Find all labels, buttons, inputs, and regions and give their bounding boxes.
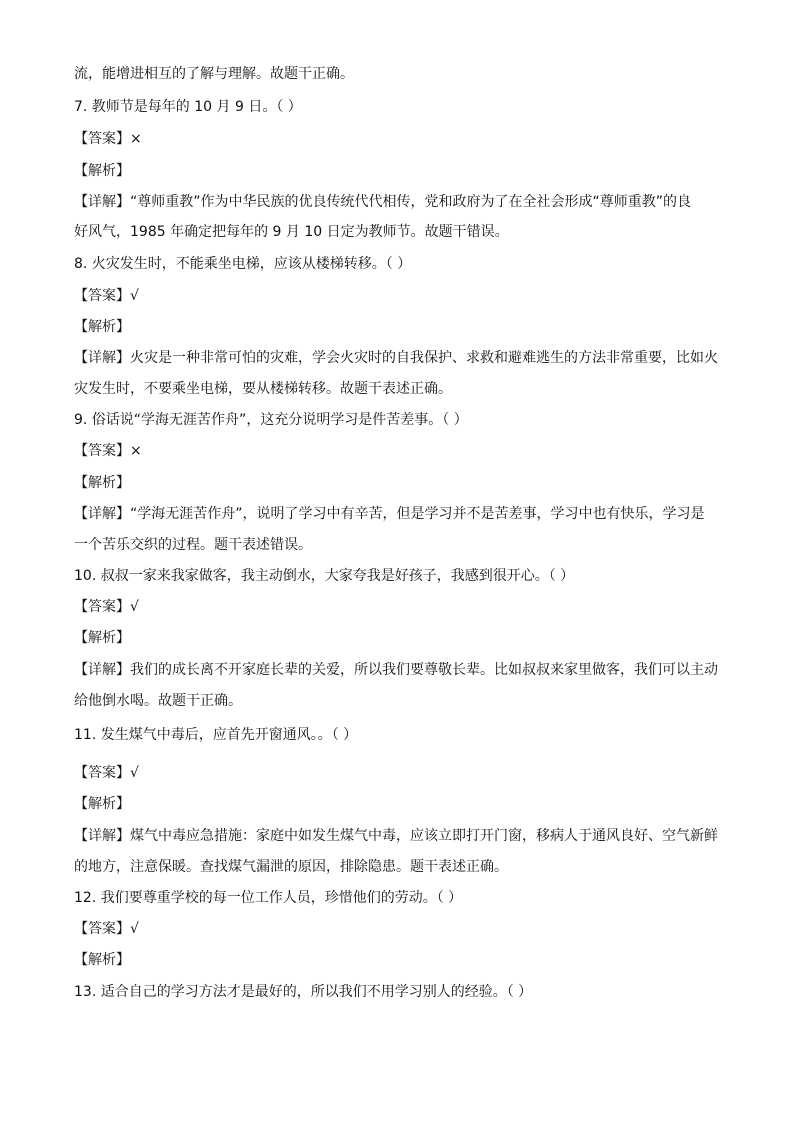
answer-value: √ bbox=[130, 288, 139, 304]
detail-line: 【详解】我们的成长离不开家庭长辈的关爱，所以我们要尊敬长辈。比如叔叔来家里做客，我们可以主动 bbox=[74, 662, 718, 678]
answer-line bbox=[74, 129, 724, 149]
answer-label: 【答案】 bbox=[74, 765, 130, 781]
detail-label: 【详解】 bbox=[74, 350, 130, 366]
detail-line: 【详解】“学海无涯苦作舟”，说明了学习中有辛苦，但是学习并不是苦差事，学习中也有快乐，学习是 bbox=[74, 506, 705, 522]
question-9: 9. 俗话说“学海无涯苦作舟”，这充分说明学习是件苦差事。（ ） bbox=[74, 412, 468, 428]
answer-value: × bbox=[130, 443, 142, 459]
question-7: 7. 教师节是每年的 10 月 9 日。（ ） bbox=[74, 99, 302, 115]
answer-label: 【答案】 bbox=[74, 288, 130, 304]
answer-value: √ bbox=[130, 765, 139, 781]
detail-line: 【详解】“尊师重教”作为中华民族的优良传统代代相传，党和政府为了在全社会形成“尊师重教”的良 bbox=[74, 194, 692, 210]
analysis-line bbox=[74, 317, 724, 337]
answer-line bbox=[74, 763, 724, 783]
detail-label: 【详解】 bbox=[74, 194, 130, 210]
analysis-line bbox=[74, 794, 724, 814]
question-11: 11. 发生煤气中毒后，应首先开窗通风。。（ ） bbox=[74, 727, 358, 743]
analysis-label: 【解析】 bbox=[74, 796, 130, 812]
text-line: 一个苦乐交织的过程。题干表述错误。 bbox=[74, 537, 312, 553]
question-13: 13. 适合自己的学习方法才是最好的，所以我们不用学习别人的经验。（ ） bbox=[74, 984, 533, 1000]
question-12: 12. 我们要尊重学校的每一位工作人员，珍惜他们的劳动。（ ） bbox=[74, 890, 463, 906]
answer-line bbox=[74, 597, 724, 617]
answer-line bbox=[74, 441, 724, 461]
analysis-line bbox=[74, 628, 724, 648]
question-10: 10. 叔叔一家来我家做客，我主动倒水，大家夸我是好孩子，我感到很开心。（ ） bbox=[74, 568, 575, 584]
answer-value: × bbox=[130, 131, 142, 147]
detail-line: 【详解】火灾是一种非常可怕的灾难，学会火灾时的自我保护、求救和避难逃生的方法非常重要，比如火 bbox=[74, 350, 718, 366]
text-line: 好风气，1985 年确定把每年的 9 月 10 日定为教师节。故题干错误。 bbox=[74, 224, 509, 240]
text-line: 的地方，注意保暖。查找煤气漏泄的原因，排除隐患。题干表述正确。 bbox=[74, 859, 508, 875]
question-8: 8. 火灾发生时，不能乘坐电梯，应该从楼梯转移。（ ） bbox=[74, 256, 412, 272]
analysis-line bbox=[74, 473, 724, 493]
detail-label: 【详解】 bbox=[74, 506, 130, 522]
analysis-label: 【解析】 bbox=[74, 319, 130, 335]
analysis-label: 【解析】 bbox=[74, 630, 130, 646]
answer-value: √ bbox=[130, 921, 139, 937]
analysis-label: 【解析】 bbox=[74, 475, 130, 491]
detail-line: 【详解】煤气中毒应急措施：家庭中如发生煤气中毒，应该立即打开门窗，移病人于通风良好、空气新鲜 bbox=[74, 828, 718, 844]
analysis-label: 【解析】 bbox=[74, 163, 130, 179]
answer-label: 【答案】 bbox=[74, 599, 130, 615]
answer-label: 【答案】 bbox=[74, 443, 130, 459]
analysis-line bbox=[74, 950, 724, 970]
text-line: 给他倒水喝。故题干正确。 bbox=[74, 693, 242, 709]
analysis-line bbox=[74, 161, 724, 181]
text-line: 流，能增进相互的了解与理解。故题干正确。 bbox=[74, 66, 354, 82]
answer-value: √ bbox=[130, 599, 139, 615]
answer-line bbox=[74, 919, 724, 939]
text-line: 灾发生时，不要乘坐电梯，要从楼梯转移。故题干表述正确。 bbox=[74, 381, 452, 397]
detail-label: 【详解】 bbox=[74, 828, 130, 844]
answer-label: 【答案】 bbox=[74, 131, 130, 147]
analysis-label: 【解析】 bbox=[74, 952, 130, 968]
answer-line bbox=[74, 286, 724, 306]
detail-label: 【详解】 bbox=[74, 662, 130, 678]
answer-label: 【答案】 bbox=[74, 921, 130, 937]
